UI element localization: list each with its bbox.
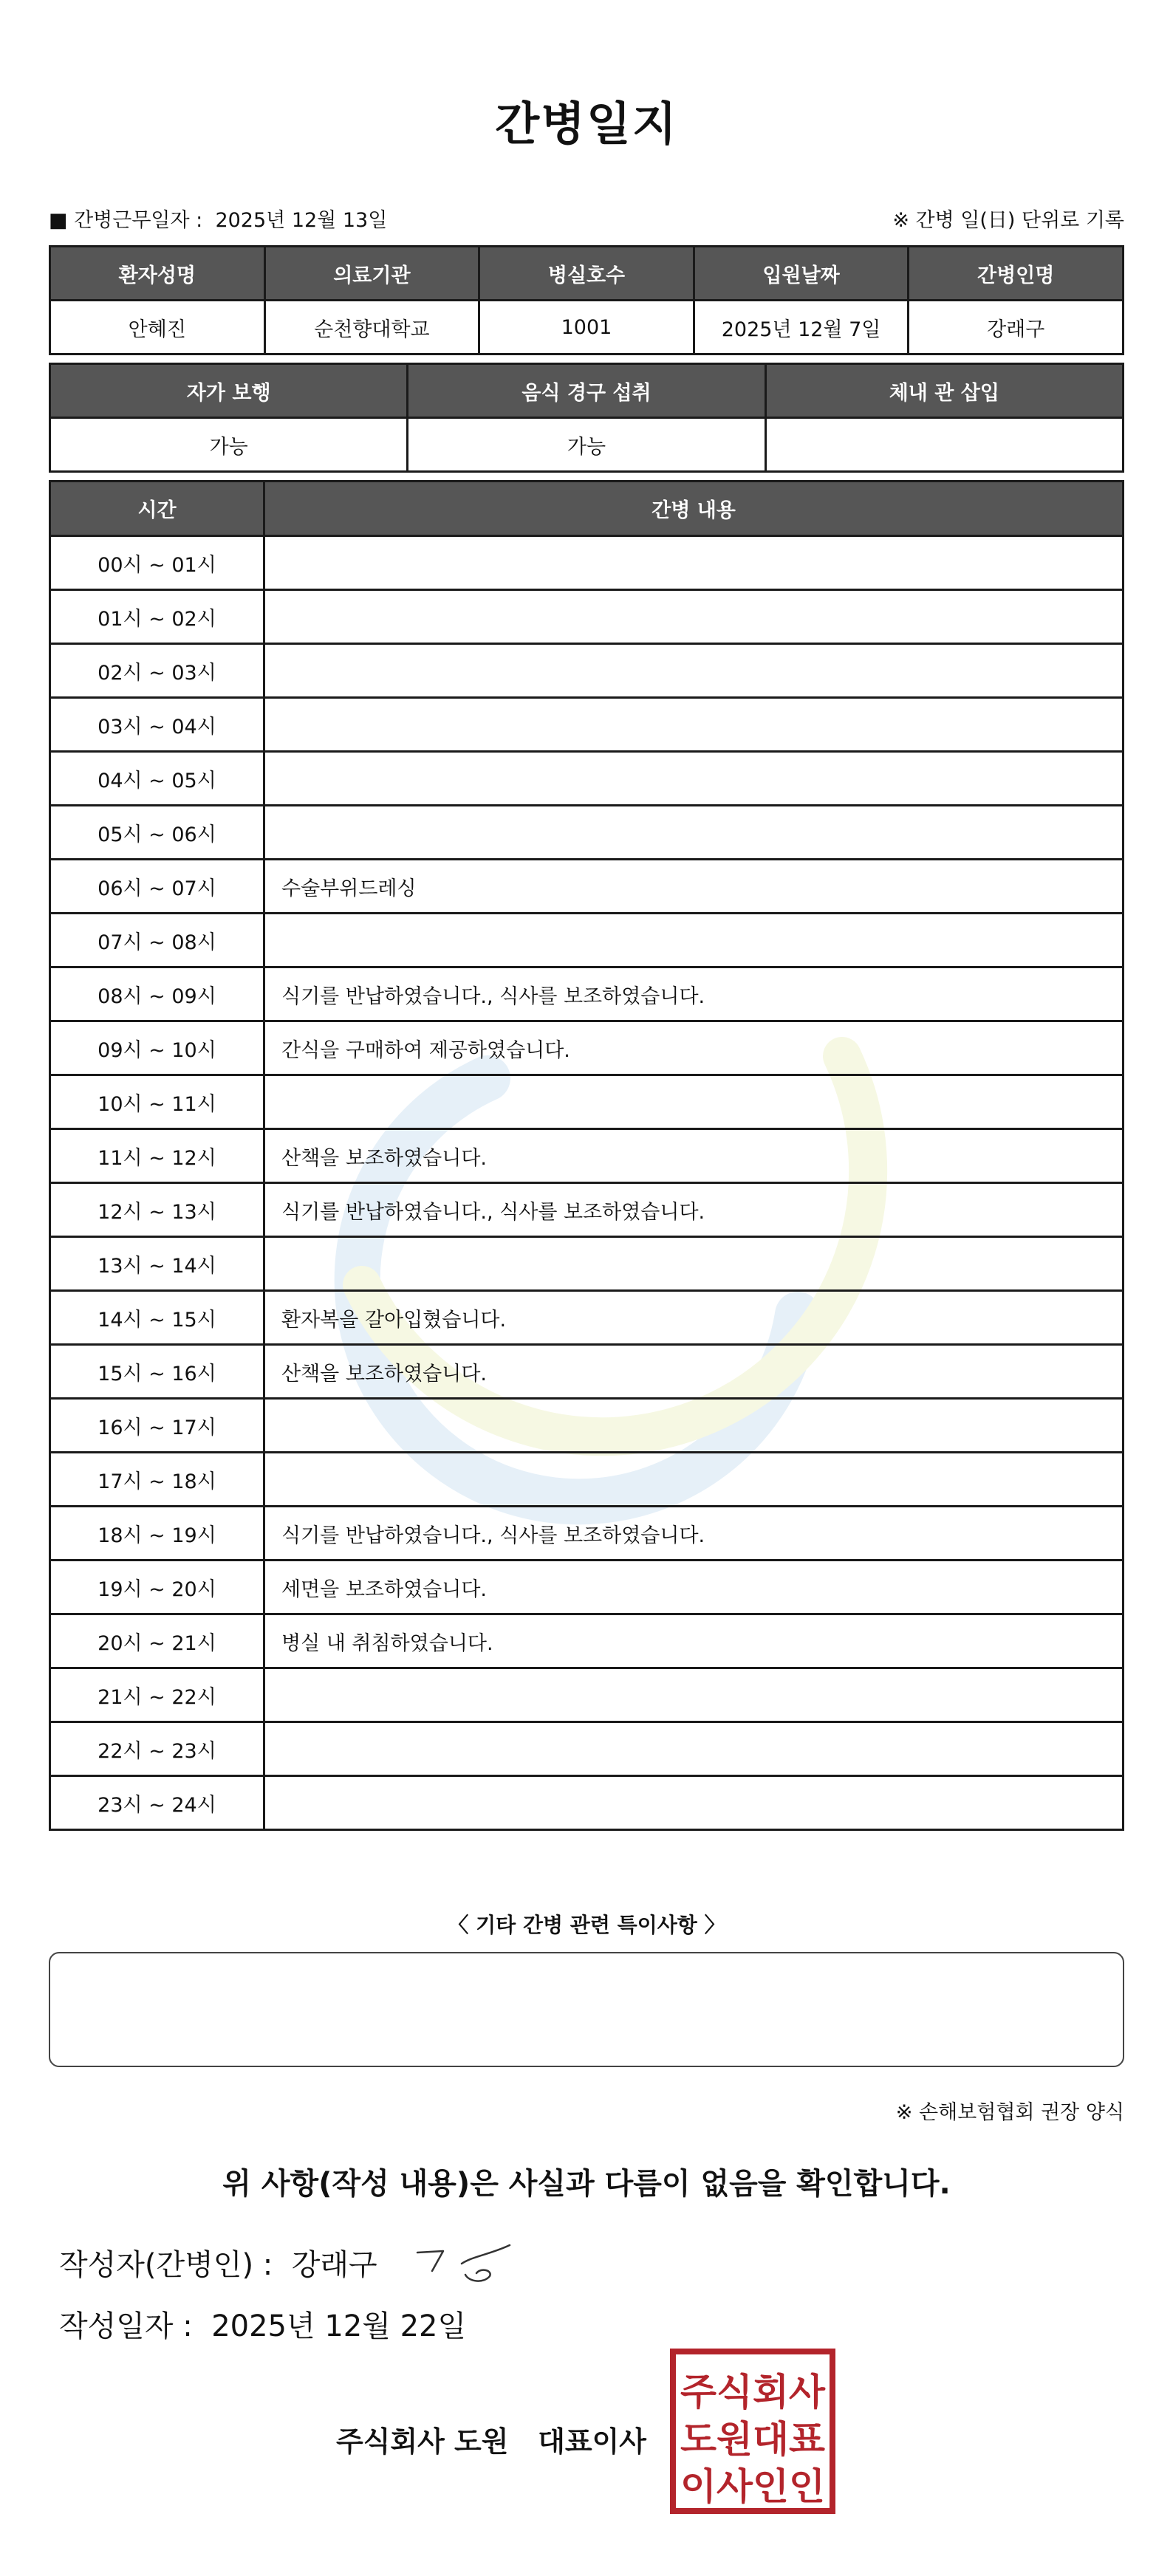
log-row [50, 1345, 1124, 1399]
log-time: 16시 ~ 17시 [50, 1399, 264, 1453]
log-time: 19시 ~ 20시 [50, 1561, 264, 1614]
signature-mark [410, 2238, 521, 2289]
company-title: 대표이사 [538, 2425, 647, 2458]
patient-name: 안혜진 [50, 301, 265, 354]
log-row [50, 1183, 1124, 1237]
log-content [264, 1453, 1124, 1507]
log-content: 병실 내 취침하였습니다. [264, 1614, 1124, 1668]
log-row [50, 967, 1124, 1021]
log-content [264, 752, 1124, 806]
patient-header-name: 환자성명 [50, 247, 265, 301]
log-time: 23시 ~ 24시 [50, 1776, 264, 1830]
log-content [264, 806, 1124, 860]
log-row [50, 752, 1124, 806]
patient-info-table [49, 245, 1124, 355]
log-content [264, 644, 1124, 698]
document-title: 간병일지 [495, 97, 678, 151]
patient-header-room: 병실호수 [479, 247, 694, 301]
log-time: 12시 ~ 13시 [50, 1183, 264, 1237]
log-time: 07시 ~ 08시 [50, 914, 264, 967]
seal-text-line: 주식회사 [680, 2371, 826, 2414]
log-time: 05시 ~ 06시 [50, 806, 264, 860]
seal-text-line: 도원대표 [680, 2418, 826, 2461]
log-row [50, 1776, 1124, 1830]
log-time: 03시 ~ 04시 [50, 698, 264, 752]
log-row [50, 1561, 1124, 1614]
log-row [50, 1075, 1124, 1129]
log-content [264, 1237, 1124, 1291]
company-name: 주식회사 도원 [336, 2425, 509, 2458]
log-row [50, 1453, 1124, 1507]
patient-header-caregiver: 간병인명 [909, 247, 1124, 301]
log-time: 02시 ~ 03시 [50, 644, 264, 698]
log-time: 10시 ~ 11시 [50, 1075, 264, 1129]
log-content: 식기를 반납하였습니다., 식사를 보조하였습니다. [264, 1183, 1124, 1237]
work-date-line [49, 204, 387, 233]
status-header-oral-intake: 음식 경구 섭취 [408, 364, 765, 418]
log-time: 17시 ~ 18시 [50, 1453, 264, 1507]
status-header-walking: 자가 보행 [50, 364, 408, 418]
status-walking: 가능 [50, 418, 408, 472]
status-tube [765, 418, 1123, 472]
log-row [50, 914, 1124, 967]
log-content: 간식을 구매하여 제공하였습니다. [264, 1021, 1124, 1075]
patient-header-admission: 입원날짜 [694, 247, 909, 301]
admission-date: 2025년 12월 7일 [694, 301, 909, 354]
work-date-value: 2025년 12월 13일 [215, 209, 388, 232]
log-time: 21시 ~ 22시 [50, 1668, 264, 1722]
log-content: 세면을 보조하였습니다. [264, 1561, 1124, 1614]
log-time: 06시 ~ 07시 [50, 860, 264, 914]
log-content: 산책을 보조하였습니다. [264, 1345, 1124, 1399]
log-content: 수술부위드레싱 [264, 860, 1124, 914]
log-row [50, 1399, 1124, 1453]
log-row [50, 860, 1124, 914]
patient-status-table [49, 363, 1124, 473]
log-row [50, 1722, 1124, 1776]
caregiver-name: 강래구 [909, 301, 1124, 354]
log-time: 01시 ~ 02시 [50, 590, 264, 644]
log-time: 09시 ~ 10시 [50, 1021, 264, 1075]
hospital-name: 순천향대학교 [264, 301, 479, 354]
writer-label: 작성자(간병인) : [59, 2248, 273, 2282]
log-row [50, 536, 1124, 590]
log-row [50, 590, 1124, 644]
status-oral-intake: 가능 [408, 418, 765, 472]
log-time: 14시 ~ 15시 [50, 1291, 264, 1345]
log-row [50, 806, 1124, 860]
company-seal [668, 2347, 837, 2515]
log-header-content: 간병 내용 [264, 482, 1124, 536]
log-time: 18시 ~ 19시 [50, 1507, 264, 1561]
unit-note: ※ 간병 일(日) 단위로 기록 [892, 209, 1124, 232]
recommend-note: ※ 손해보험협회 권장 양식 [895, 2101, 1124, 2124]
log-time: 15시 ~ 16시 [50, 1345, 264, 1399]
written-date-value: 2025년 12월 22일 [211, 2309, 467, 2343]
patient-header-hospital: 의료기관 [264, 247, 479, 301]
log-header-time: 시간 [50, 482, 264, 536]
log-row [50, 1614, 1124, 1668]
log-row [50, 644, 1124, 698]
log-time: 11시 ~ 12시 [50, 1129, 264, 1183]
log-row [50, 1237, 1124, 1291]
written-date-label: 작성일자 : [59, 2309, 193, 2343]
log-content [264, 536, 1124, 590]
log-content [264, 698, 1124, 752]
log-time: 13시 ~ 14시 [50, 1237, 264, 1291]
work-date-label: ■ 간병근무일자 : [49, 209, 203, 232]
log-content [264, 1399, 1124, 1453]
room-number: 1001 [479, 301, 694, 354]
log-row [50, 1507, 1124, 1561]
log-content: 환자복을 갈아입혔습니다. [264, 1291, 1124, 1345]
log-content [264, 1722, 1124, 1776]
status-header-tube: 체내 관 삽입 [765, 364, 1123, 418]
log-content [264, 1776, 1124, 1830]
log-time: 04시 ~ 05시 [50, 752, 264, 806]
log-body [50, 536, 1124, 1830]
log-content [264, 1075, 1124, 1129]
company-line [336, 2419, 646, 2459]
log-content: 산책을 보조하였습니다. [264, 1129, 1124, 1183]
log-row [50, 1021, 1124, 1075]
log-content: 식기를 반납하였습니다., 식사를 보조하였습니다. [264, 1507, 1124, 1561]
log-content [264, 914, 1124, 967]
log-time: 22시 ~ 23시 [50, 1722, 264, 1776]
writer-name: 강래구 [291, 2248, 377, 2282]
log-time: 20시 ~ 21시 [50, 1614, 264, 1668]
log-time: 08시 ~ 09시 [50, 967, 264, 1021]
log-row [50, 1668, 1124, 1722]
log-row [50, 698, 1124, 752]
writer-line [59, 2241, 377, 2284]
log-content: 식기를 반납하였습니다., 식사를 보조하였습니다. [264, 967, 1124, 1021]
special-notes-title: 〈 기타 간병 관련 특이사항 〉 [448, 1913, 725, 1937]
seal-text-line: 이사인인 [680, 2465, 825, 2508]
log-content [264, 590, 1124, 644]
log-row [50, 1129, 1124, 1183]
log-row [50, 1291, 1124, 1345]
confirmation-statement: 위 사항(작성 내용)은 사실과 다름이 없음을 확인합니다. [222, 2167, 951, 2201]
hourly-log-table [49, 480, 1124, 1831]
log-content [264, 1668, 1124, 1722]
special-notes-box [49, 1952, 1124, 2067]
written-date-line [59, 2303, 466, 2345]
log-time: 00시 ~ 01시 [50, 536, 264, 590]
